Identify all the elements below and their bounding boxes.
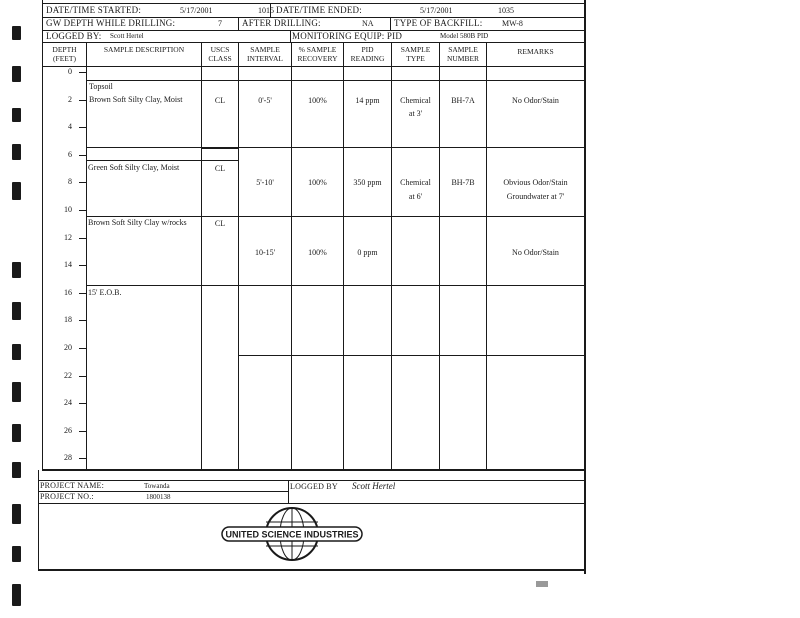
sample-1-type-depth: at 3' [408, 109, 423, 118]
depth-tick-label: 24 [64, 398, 72, 408]
depth-tick [79, 458, 86, 459]
col-header-remarks: REMARKS [517, 47, 554, 56]
logged-by-value: Scott Hertel [110, 32, 144, 40]
depth-tick-label: 4 [68, 122, 72, 132]
sample-2-description: Green Soft Silty Clay, Moist [88, 163, 180, 172]
sample-2-interval: 5'-10' [256, 178, 274, 187]
depth-tick-label: 12 [64, 232, 72, 242]
frame-left-footer [38, 470, 39, 570]
backfill-label: TYPE OF BACKFILL: [394, 18, 483, 28]
sample-3-recovery: 100% [308, 248, 327, 257]
sample-1-recovery: 100% [308, 96, 327, 105]
sample-2-type-depth: at 6' [408, 192, 423, 201]
logo-text: UNITED SCIENCE INDUSTRIES [225, 529, 359, 540]
sample-1-type: Chemical [400, 96, 431, 105]
time-ended-value: 1035 [498, 6, 514, 15]
sample-3-interval: 10-15' [254, 248, 276, 257]
sample-1-number: BH-7A [451, 96, 475, 105]
gw-depth-value: 7 [218, 19, 222, 28]
depth-tick [79, 265, 86, 266]
depth-tick-label: 8 [68, 177, 72, 187]
depth-tick [79, 376, 86, 377]
sample-2-type: Chemical [400, 178, 431, 187]
date-started-value: 5/17/2001 [180, 6, 213, 15]
sample-2-recovery: 100% [308, 178, 327, 187]
sample-1-interval: 0'-5' [258, 96, 272, 105]
depth-tick [79, 403, 86, 404]
depth-tick [79, 210, 86, 211]
top-rule [42, 3, 584, 4]
depth-tick-label: 26 [64, 425, 72, 435]
col-header-interval: SAMPLE INTERVAL [247, 45, 283, 63]
depth-tick-label: 0 [68, 67, 72, 76]
depth-tick-label: 22 [64, 370, 72, 380]
united-science-industries-logo [221, 506, 363, 562]
date-ended-value: 5/17/2001 [420, 6, 453, 15]
logged-by-label: LOGGED BY: [46, 31, 102, 41]
topsoil-label: Topsoil [89, 82, 113, 91]
depth-tick-label: 18 [64, 315, 72, 325]
depth-tick-label: 2 [68, 94, 72, 104]
col-header-description: SAMPLE DESCRIPTION [103, 45, 185, 54]
sample-2-number: BH-7B [451, 178, 475, 187]
monitoring-label: MONITORING EQUIP: PID [292, 31, 403, 41]
depth-tick [79, 72, 86, 73]
depth-tick [79, 293, 86, 294]
time-started-value: 1015 [258, 6, 274, 15]
sample-1-remarks: No Odor/Stain [512, 96, 559, 105]
after-drilling-label: AFTER DRILLING: [242, 18, 321, 28]
scan-mark [536, 581, 548, 587]
sample-3-description: Brown Soft Silty Clay w/rocks [88, 218, 187, 227]
sample-3-pid: 0 ppm [357, 248, 378, 257]
depth-tick [79, 100, 86, 101]
depth-tick-label: 20 [64, 343, 72, 352]
sample-1-uscs: CL [214, 96, 226, 105]
backfill-value: MW-8 [502, 19, 523, 28]
depth-tick [79, 182, 86, 183]
col-header-pid: PID READING [350, 45, 385, 63]
depth-tick-label: 14 [64, 260, 72, 270]
sample-3-remarks: No Odor/Stain [512, 248, 559, 257]
col-line-depth [86, 42, 87, 470]
date-started-label: DATE/TIME STARTED: [46, 5, 142, 15]
depth-tick [79, 348, 86, 349]
depth-tick [79, 155, 86, 156]
footer-logged-by-label: LOGGED BY [290, 482, 338, 491]
sample-1-description: Brown Soft Silty Clay, Moist [89, 95, 183, 104]
project-no-label: PROJECT NO.: [40, 492, 94, 501]
depth-tick [79, 431, 86, 432]
col-header-number: SAMPLE NUMBER [446, 45, 480, 63]
depth-tick [79, 238, 86, 239]
project-name-label: PROJECT NAME: [40, 481, 105, 490]
monitoring-model: Model 580B PID [440, 32, 489, 40]
sample-2-remarks: Obvious Odor/Stain [503, 178, 568, 187]
project-no-value: 1800138 [146, 493, 171, 501]
col-header-uscs: USCS CLASS [208, 45, 232, 63]
end-of-boring: 15' E.O.B. [88, 288, 122, 297]
depth-tick-label: 10 [64, 205, 72, 214]
col-header-type: SAMPLE TYPE [400, 45, 431, 63]
sample-2-remarks-groundwater: Groundwater at 7' [506, 192, 565, 201]
project-name-value: Towanda [144, 482, 170, 490]
col-header-depth: DEPTH (FEET) [52, 45, 77, 63]
depth-tick-label: 28 [64, 453, 72, 463]
date-ended-label: DATE/TIME ENDED: [276, 5, 362, 15]
sample-2-uscs: CL [214, 164, 226, 173]
logged-by-signature: Scott Hertel [352, 481, 396, 491]
depth-tick [79, 127, 86, 128]
frame-right [584, 0, 586, 574]
depth-tick-label: 16 [64, 287, 72, 297]
frame-left [42, 0, 43, 470]
sample-3-uscs: CL [214, 219, 226, 228]
after-drilling-value: NA [362, 19, 374, 28]
col-header-recovery: % SAMPLE RECOVERY [297, 45, 338, 63]
depth-tick-label: 6 [68, 149, 72, 159]
gw-depth-label: GW DEPTH WHILE DRILLING: [46, 18, 176, 28]
depth-tick [79, 320, 86, 321]
sample-2-pid: 350 ppm [353, 178, 382, 187]
sample-1-pid: 14 ppm [355, 96, 380, 105]
